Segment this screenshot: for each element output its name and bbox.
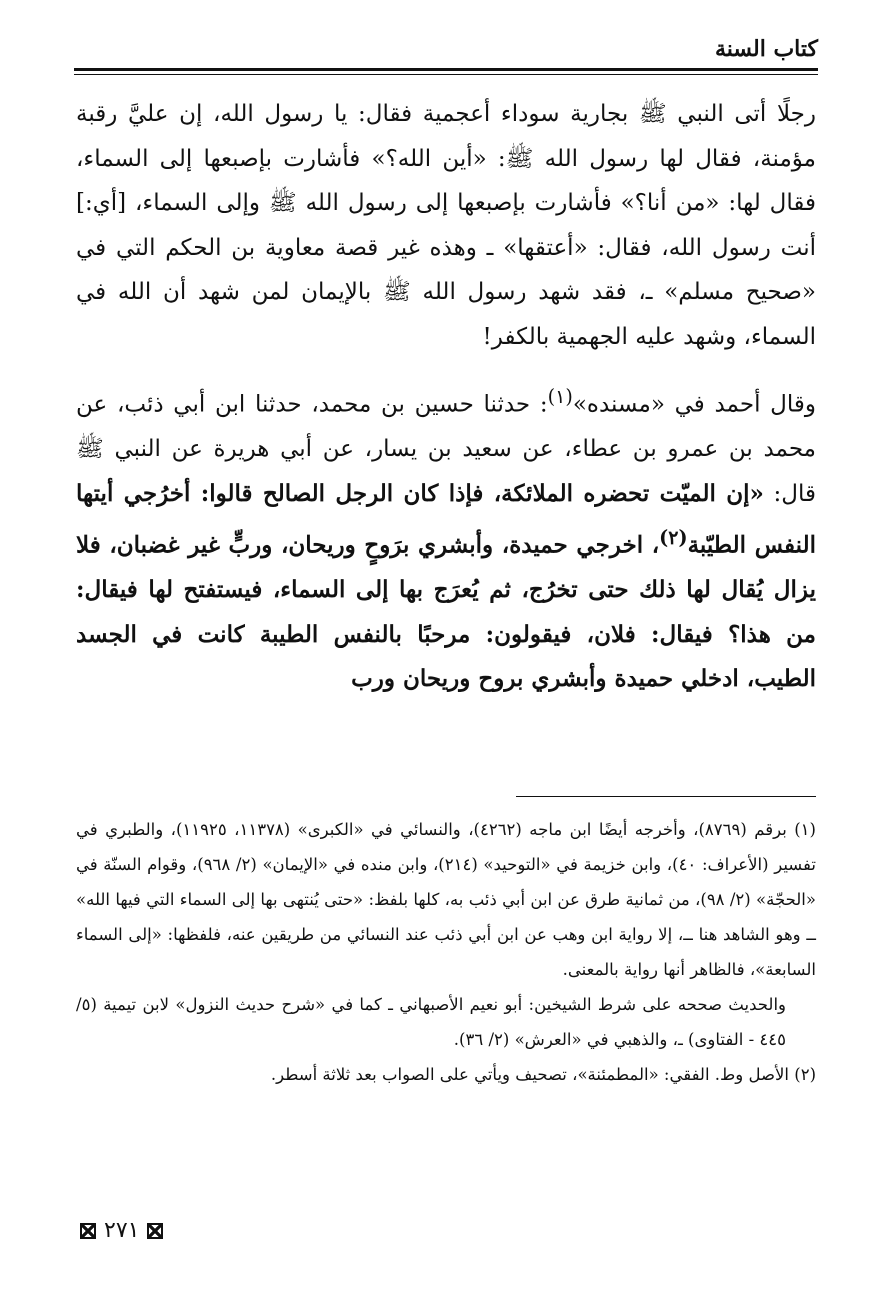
ornament-icon [147, 1223, 163, 1239]
header-rule-thin [74, 74, 818, 75]
footnote-1-continued: والحديث صححه على شرط الشيخين: أبو نعيم الأصبهاني ـ كما في «شرح حديث النزول» لابن تيمية (٥/ ٤٤٥ - الفتاوى) ـ، والذهبي في «العرش» (٢/ ٣٦). [76, 995, 786, 1049]
hadith-text-2: ، اخرجي حميدة، وأبشري برَوحٍ وريحان، وربٍّ غير غضبان، فلا يزال يُقال لها ذلك حتى تخرُج، ثم يُعرَج بها إلى السماء، فيستفتح لها فيقال: من هذا؟ فيقال: فلان، فيقولون: مرحبًا بالنفس الطيبة كانت في الجسد الطيب، ادخلي حميدة وأبشري بروح وريحان ورب [76, 531, 816, 693]
paragraph-1: رجلًا أتى النبي ﷺ بجارية سوداء أعجمية فقال: يا رسول الله، إن عليَّ رقبة مؤمنة، فقال لها رسول الله ﷺ: «أين الله؟» فأشارت بإصبعها إلى السماء، فقال لها: «من أنا؟» فأشارت بإصبعها إلى رسول الله ﷺ وإلى السماء، [أي:] أنت رسول الله، فقال: «أعتقها» ـ وهذه غير قصة معاوية بن الحكم التي في «صحيح مسلم» ـ، فقد شهد رسول الله ﷺ بالإيمان لمن شهد أن الله في السماء، وشهد عليه الجهمية بالكفر! [76, 101, 816, 350]
footnote-2: (٢) الأصل وط. الفقي: «المطمئنة»، تصحيف ويأتي على الصواب بعد ثلاثة أسطر. [270, 1065, 816, 1084]
para2-middle: : حدثنا حسين بن محمد، حدثنا ابن أبي ذئب، عن محمد بن عمرو بن عطاء، عن سعيد بن يسار، عن أبي هريرة عن النبي ﷺ قال: [76, 391, 816, 507]
running-header-title: كتاب السنة [714, 36, 818, 62]
footnote-separator [516, 796, 816, 797]
hadith-text-1: «إن الميّت تحضره الملائكة، فإذا كان الرجل الصالح قالوا: أخرُجي أيتها النفس الطيّبة [76, 479, 816, 559]
page-folio [80, 1218, 163, 1243]
footnote-1: (١) برقم (٨٧٦٩)، وأخرجه أيضًا ابن ماجه (٤٢٦٢)، والنسائي في «الكبرى» (١١٣٧٨، ١١٩٢٥)، والطبري في تفسير (الأعراف: ٤٠)، وابن خزيمة في «التوحيد» (٢١٤)، وابن منده في «الإيمان» (٢/ ٩٦٨)، وقوام السنّة في «الحجّة» (٢/ ٩٨)، من ثمانية طرق عن ابن أبي ذئب به، كلها بلفظ: «حتى يُنتهى بها إلى السماء التي فيها الله» ــ وهو الشاهد هنا ــ، إلا رواية ابن وهب عن ابن أبي ذئب عند النسائي من طريقين عنه، فلفظها: «إلى السماء السابعة»، فالظاهر أنها رواية بالمعنى. [76, 820, 816, 979]
main-text [76, 92, 816, 702]
footnote-ref-2: (٢) [659, 526, 688, 550]
header-rule-thick [74, 68, 818, 71]
footnote-ref-1: (١) [547, 385, 573, 408]
footnotes [76, 812, 816, 1092]
page-number: ٢٧١ [104, 1218, 140, 1243]
ornament-icon [80, 1223, 96, 1239]
para2-start: وقال أحمد في «مسنده» [572, 391, 816, 418]
paragraph-2 [76, 375, 816, 702]
